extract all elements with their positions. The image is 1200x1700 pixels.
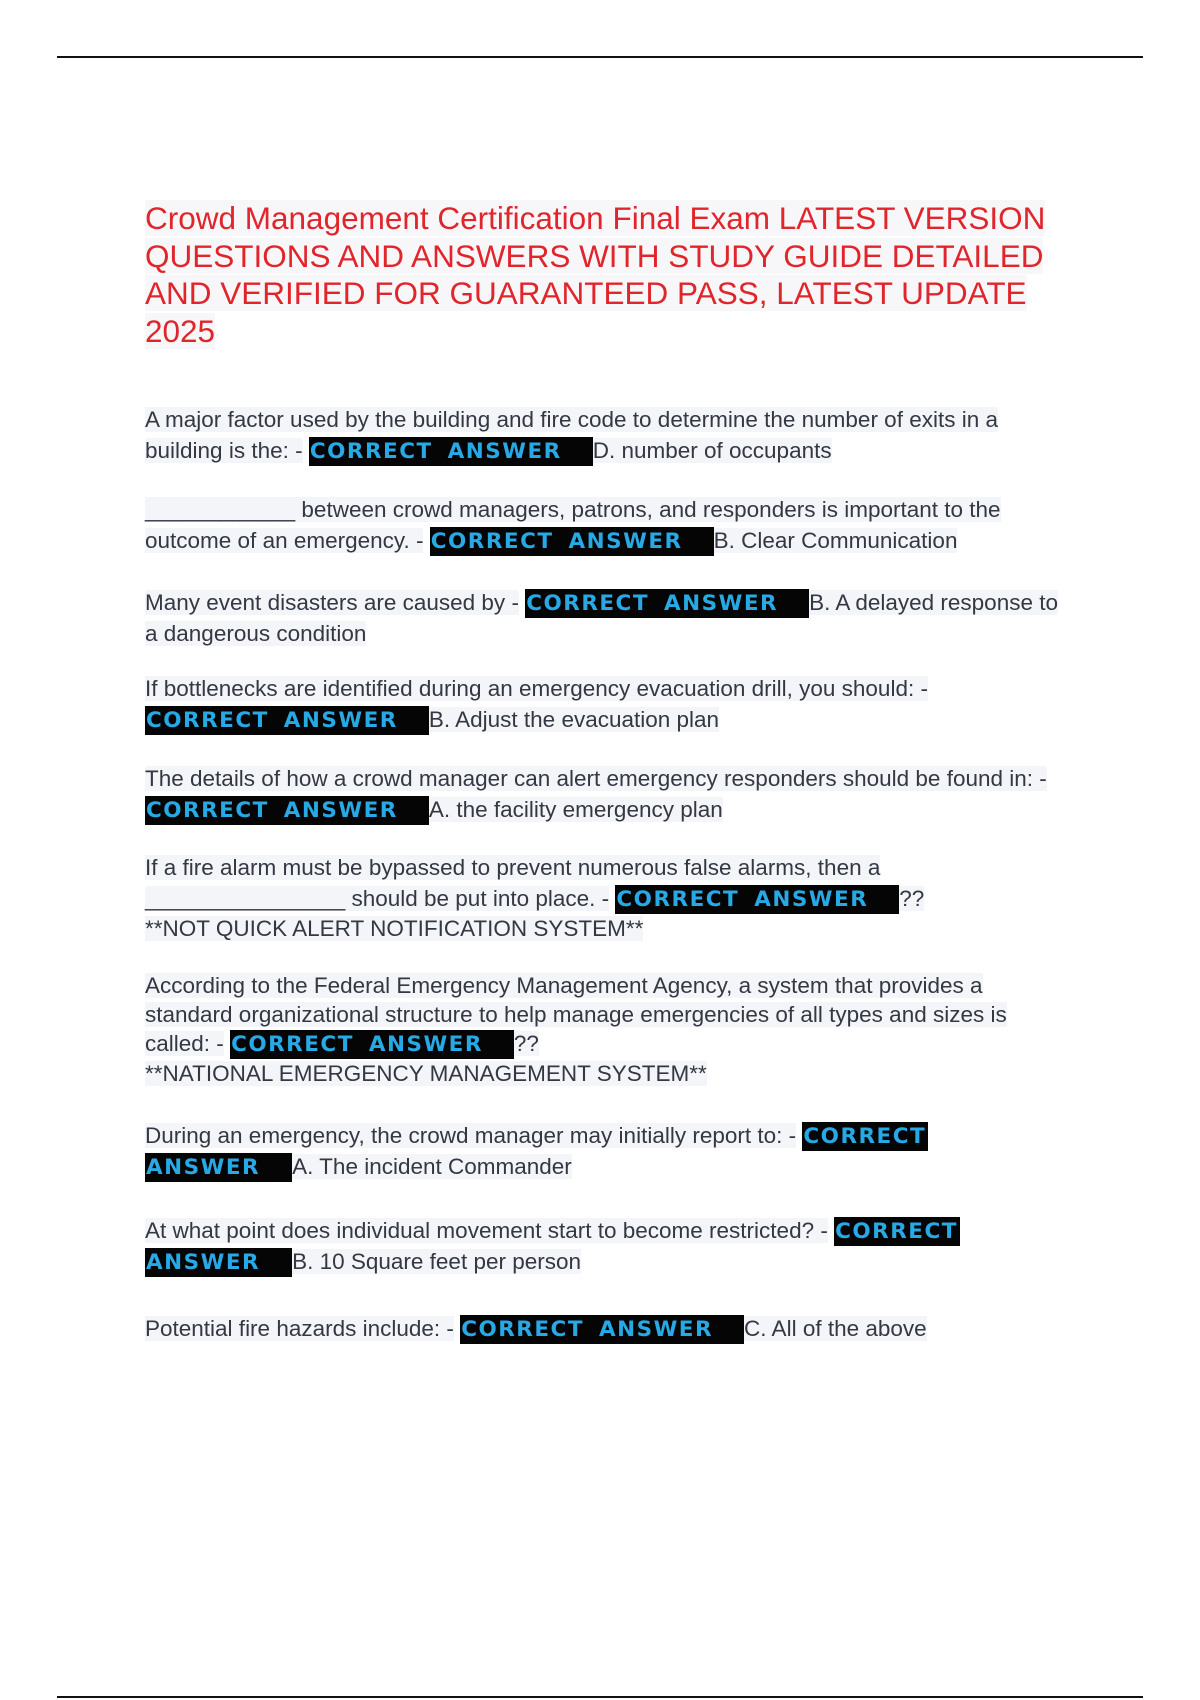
question-text: ____________ between crowd managers, patrons, and responders is important to the outcome of an emergency. - (145, 497, 1001, 553)
question-text: During an emergency, the crowd manager may initially report to: - (145, 1123, 797, 1148)
correct-answer-badge-part1: CORRECT (835, 1219, 958, 1244)
qa-item-3 (145, 587, 1075, 649)
answer-text: B. 10 Square feet per person (292, 1249, 582, 1274)
header-rule (57, 56, 1143, 58)
answer-text: ?? (899, 885, 925, 911)
question-text: A major factor used by the building and fire code to determine the number of exits in a building is the: - (145, 407, 998, 463)
answer-text: A. the facility emergency plan (428, 797, 723, 822)
question-text: Many event disasters are caused by - (145, 590, 519, 615)
answer-text: D. number of occupants (592, 438, 832, 463)
answer-text: B. Clear Communication (713, 528, 958, 553)
correct-answer-badge: CORRECT ANSWER (430, 527, 714, 556)
question-text: Potential fire hazards include: - (145, 1316, 454, 1341)
qa-item-2 (145, 494, 1075, 556)
question-text: At what point does individual movement start to become restricted? - (145, 1218, 828, 1243)
correct-answer-badge-part1: CORRECT (803, 1124, 927, 1149)
correct-answer-badge: CORRECT ANSWER (145, 796, 429, 825)
qa-item-9 (145, 1215, 1075, 1277)
qa-item-4 (145, 673, 1075, 735)
correct-answer-badge: CORRECT ANSWER (230, 1030, 514, 1059)
correct-answer-badge: CORRECT ANSWER (525, 589, 809, 618)
correct-answer-badge: CORRECT ANSWER (460, 1315, 744, 1344)
qa-item-10 (145, 1313, 1075, 1344)
qa-item-7 (145, 971, 1075, 1088)
correct-answer-badge: CORRECT ANSWER (309, 437, 593, 466)
document-title-text: Crowd Management Certification Final Exam LATEST VERSION QUESTIONS AND ANSWERS WITH STUDY GUIDE DETAILED AND VERIFIED FOR GUARANTEED PASS, LATEST UPDATE 2025 (145, 200, 1046, 349)
question-text: If a fire alarm must be bypassed to prevent numerous false alarms, then a ________________ should be put into place. - (145, 855, 881, 911)
question-text: According to the Federal Emergency Management Agency, a system that provides a standard organizational structure to help manage emergencies of all types and sizes is called: - (145, 973, 1007, 1056)
qa-item-8 (145, 1120, 1075, 1182)
footer-rule (57, 1696, 1143, 1698)
qa-item-1 (145, 404, 1075, 466)
qa-item-6 (145, 853, 1075, 945)
correct-answer-badge: CORRECT ANSWER (615, 885, 899, 914)
qa-item-5 (145, 763, 1075, 825)
answer-text: ?? (513, 1031, 539, 1056)
answer-text: B. Adjust the evacuation plan (428, 707, 720, 732)
answer-text: B. A delayed response to a dangerous condition (145, 590, 1058, 646)
answer-text: C. All of the above (744, 1316, 927, 1341)
correct-answer-badge: CORRECT ANSWER (145, 706, 429, 735)
correct-answer-badge-part2: ANSWER (145, 1153, 292, 1182)
document-title (145, 200, 1085, 350)
question-text: If bottlenecks are identified during an emergency evacuation drill, you should: - (145, 676, 928, 701)
question-text: The details of how a crowd manager can alert emergency responders should be found in: - (145, 766, 1047, 791)
answer-text: A. The incident Commander (292, 1154, 572, 1179)
correct-answer-badge-part2: ANSWER (145, 1248, 292, 1277)
answer-note: **NOT QUICK ALERT NOTIFICATION SYSTEM** (145, 916, 644, 941)
answer-note: **NATIONAL EMERGENCY MANAGEMENT SYSTEM** (145, 1061, 707, 1086)
